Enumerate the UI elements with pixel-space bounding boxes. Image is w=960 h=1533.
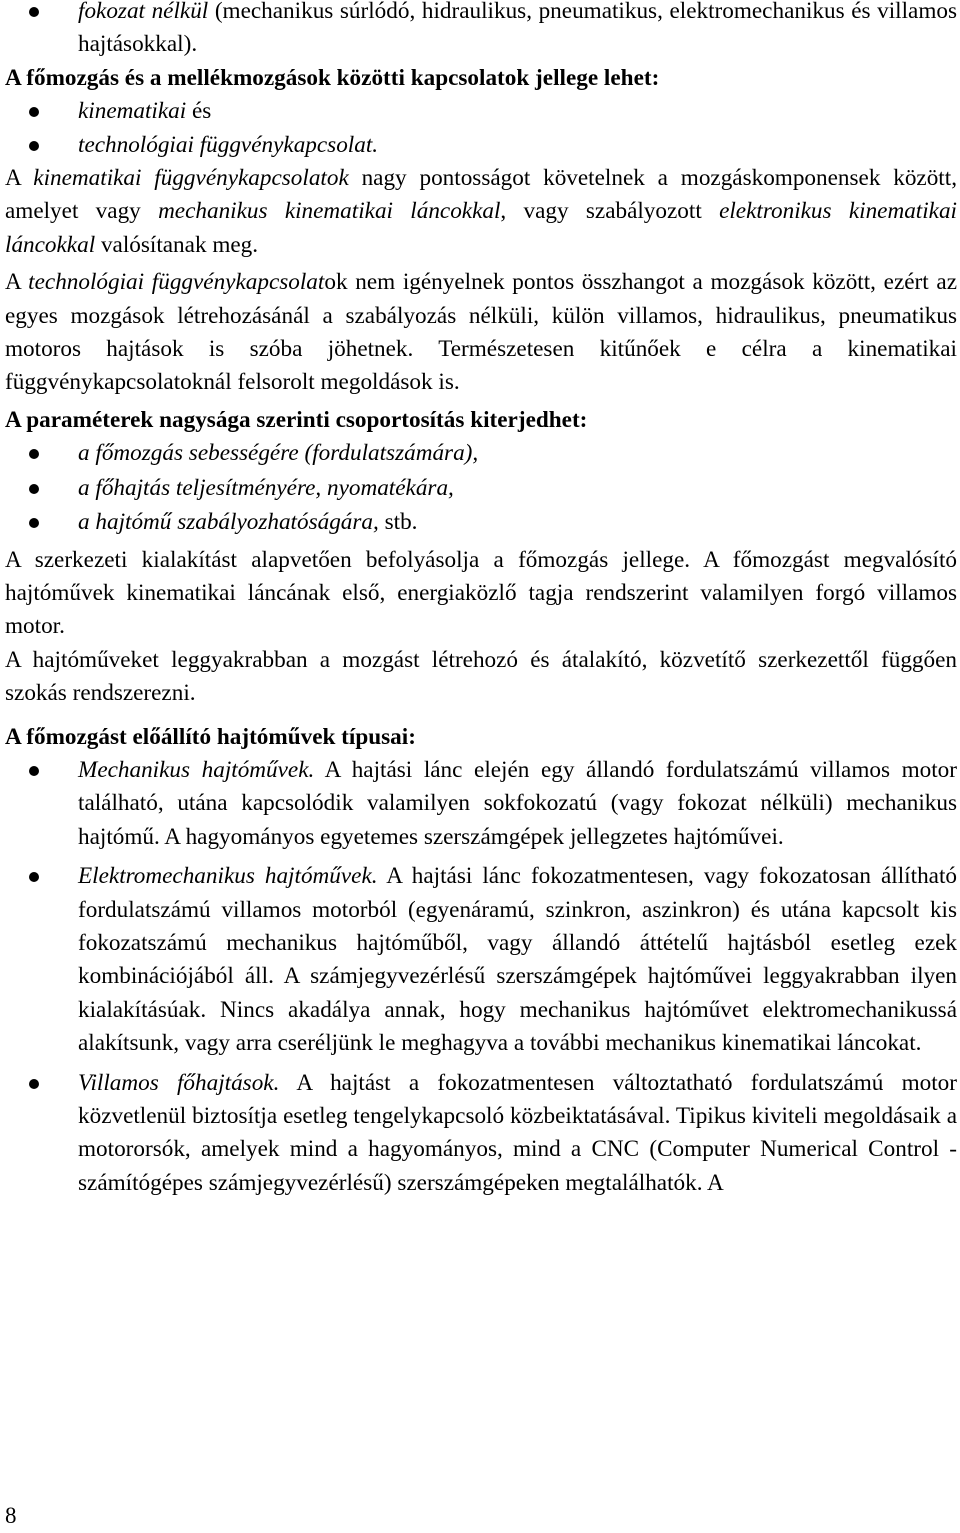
italic-run: mechanikus kinematikai láncokkal xyxy=(158,198,501,225)
bullet-icon xyxy=(29,107,39,117)
list-item-text: A hajtást a fokozatmentesen változtatható fordulatszámú motor közvetlenül biztosítja esetleg tengelykapcsoló közbeiktatásával. Tipikus kiviteli megoldásaik a motororsók, amelyek mind a hagyományos, mind a CNC (Computer Numerical Control - számítógépes számjegyvezérlésű) szerszámgépeken megtalálhatók. A xyxy=(78,1069,957,1196)
list-item-italic: kinematikai xyxy=(78,98,187,125)
text-run: ok nem igényelnek pontos összhangot a mozgások között, ezért az egyes mozgások létrehozásánál a szabályozás nélküli, külön villamos, hidraulikus, pneumatikus motoros hajtások is szóba jöhetnek. Természetesen kitűnőek e célra a kinematikai függvénykapcsolatoknál felsorolt megoldások is. xyxy=(5,269,957,396)
text-run: A xyxy=(5,269,29,296)
text-run: , vagy szabályozott xyxy=(500,198,720,225)
list-item xyxy=(5,1067,957,1201)
relations-list xyxy=(5,95,957,162)
list-item xyxy=(5,0,957,62)
italic-run: kinematikai függvénykapcsolatok xyxy=(33,165,349,192)
drive-types-list xyxy=(5,754,957,1200)
list-item xyxy=(5,472,957,505)
bullet-icon xyxy=(29,518,39,528)
bullet-icon xyxy=(29,872,39,882)
list-item-italic: Villamos főhajtások. xyxy=(78,1069,280,1096)
kinematic-paragraph xyxy=(5,162,957,262)
bullet-icon xyxy=(29,7,39,17)
list-item xyxy=(5,95,957,128)
italic-run: technológiai függvénykapcsolat xyxy=(28,269,325,296)
list-item xyxy=(5,129,957,162)
list-item-italic: technológiai függvénykapcsolat. xyxy=(78,131,379,158)
list-item-text: (mechanikus súrlódó, hidraulikus, pneumatikus, elektromechanikus és villamos hajtásokkal). xyxy=(78,0,957,58)
bullet-icon xyxy=(29,484,39,494)
structure-paragraph: A hajtóműveket leggyakrabban a mozgást létrehozó és átalakító, közvetítő szerkezettől függően szokás rendszerezni. xyxy=(5,646,957,707)
list-item-italic: a hajtómű szabályozhatóságára, xyxy=(78,509,379,536)
italic-run: elektronikus kinematikai láncokkal xyxy=(5,198,958,258)
document-body xyxy=(5,0,957,1206)
structure-paragraph: A szerkezeti kialakítást alapvetően befolyásolja a főmozgás jellege. A főmozgást megvalósító hajtóművek kinematikai láncának első, energiaközlő tagja rendszerint valamilyen forgó villamos motor. xyxy=(5,546,957,640)
technological-paragraph xyxy=(5,266,957,400)
list-item-italic: a főmozgás sebességére (fordulatszámára), xyxy=(78,440,479,467)
bullet-icon xyxy=(29,766,39,776)
section-heading-parameters: A paraméterek nagysága szerinti csoportosítás kiterjedhet: xyxy=(5,406,588,433)
list-item xyxy=(5,437,957,470)
list-item-text: és xyxy=(186,98,212,125)
page-number: 8 xyxy=(5,1503,17,1528)
list-item-text: stb. xyxy=(378,509,418,536)
text-run: valósítanak meg. xyxy=(95,231,259,258)
parameters-list xyxy=(5,437,957,539)
list-item-italic: Elektromechanikus hajtóművek. xyxy=(78,863,378,890)
list-item xyxy=(5,860,957,1060)
list-item xyxy=(5,754,957,854)
list-item-italic: a főhajtás teljesítményére, nyomatékára, xyxy=(78,474,454,501)
list-item-italic: fokozat nélkül xyxy=(78,0,209,24)
text-run: A xyxy=(5,165,34,192)
bullet-icon xyxy=(29,449,39,459)
list-item-text: A hajtási lánc fokozatmentesen, vagy fokozatosan állítható fordulatszámú villamos motorból (egyenáramú, szinkron, aszinkron) és utána kapcsolt kis fokozatszámú mechanikus hajtóműből, vagy állandó áttételű hajtásból esetleg ezek kombinációjából áll. A számjegyvezérlésű szerszámgépek hajtóművei leggyakrabban ilyen kialakításúak. Nincs akadálya annak, hogy mechanikus hajtóművet elektromechanikussá alakítsunk, vagy arra cseréljünk le meghagyva a további mechanikus kinematikai láncokat. xyxy=(78,863,957,1057)
text-run: nagy pontosságot követelnek a mozgáskomponensek között, amelyet vagy xyxy=(5,165,957,225)
list-item xyxy=(5,506,957,539)
section-heading-relations: A főmozgás és a mellékmozgások közötti kapcsolatok jellege lehet: xyxy=(5,64,660,91)
bullet-icon xyxy=(29,1079,39,1089)
section-heading-drive-types: A főmozgást előállító hajtóművek típusai: xyxy=(5,723,416,750)
list-item-text: A hajtási lánc elején egy állandó fordulatszámú villamos motor található, utána kapcsolódik valamilyen sokfokozatú (vagy fokozat nélküli) mechanikus hajtómű. A hagyományos egyetemes szerszámgépek jellegzetes hajtóművei. xyxy=(78,756,957,850)
drive-method-list xyxy=(5,0,957,62)
bullet-icon xyxy=(29,141,39,151)
list-item-italic: Mechanikus hajtóművek. xyxy=(78,756,315,783)
